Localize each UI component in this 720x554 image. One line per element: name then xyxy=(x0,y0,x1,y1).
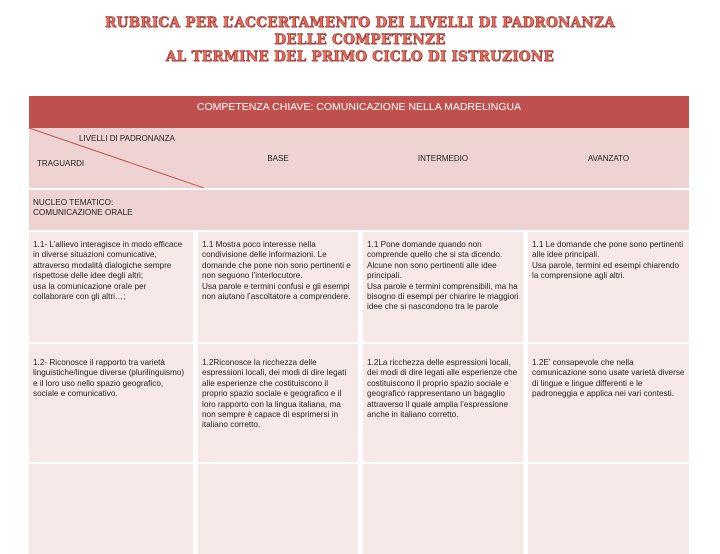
competenza-chiave-banner: COMPETENZA CHIAVE: COMUNICAZIONE NELLA MADRELINGUA xyxy=(29,96,689,128)
title-line-1: RUBRICA PER L’ACCERTAMENTO DEI LIVELLI DI PADRONANZA xyxy=(105,15,615,31)
intermedio-cell: 1.2La ricchezza delle espressioni locali, dei modi di dire legati alle esperienze che costituiscono il proprio spazio sociale e geografico rappresentano un bagaglio attraverso il quale amplia l’espressione anche in italiano corretto. xyxy=(367,358,518,420)
table-row xyxy=(29,232,689,342)
traguardo-cell: 1.2- Riconosce il rapporto tra varietà linguistiche/lingue diverse (plurilinguismo) e il loro uso nello spazio geografico, sociale e comunicativo. xyxy=(33,358,185,399)
title-line-2: DELLE COMPETENZE xyxy=(274,32,446,48)
header-intermedio: INTERMEDIO xyxy=(417,154,469,163)
base-cell: 1.1 Mostra poco interesse nella condivisione delle informazioni. Le domande che pone non sono pertinenti e non seguono l’interlocutore. Usa parole e termini confusi e gli esempi non aiutano l’ascoltatore a comprendere. xyxy=(202,240,351,302)
header-base: BASE xyxy=(267,154,289,163)
avanzato-cell: 1.1 Le domande che pone sono pertinenti alle idee principali. Usa parole, termini ed esempi chiarendo la comprensione agli altri. xyxy=(532,240,684,281)
nucleo-row xyxy=(29,190,689,230)
base-cell: 1.2Riconosce la ricchezza delle espressioni locali, dei modi di dire legati alle esperienze che costituiscono il proprio spazio sociale e geografico e il loro rapporto con la lingua italiana, ma non sempre è capace di esprimersi in italiano corretto. xyxy=(202,358,347,430)
avanzato-cell: 1.2E’ consapevole che nella comunicazione sono usate varietà diverse di lingue e lingue differenti e le padroneggia e applica nei vari contesti. xyxy=(532,358,685,399)
header-avanzato: AVANZATO xyxy=(587,154,630,163)
nucleo-tematico: NUCLEO TEMATICO: COMUNICAZIONE ORALE xyxy=(33,198,133,218)
title-line-3: AL TERMINE DEL PRIMO CICLO DI ISTRUZIONE xyxy=(165,49,555,65)
header-traguardi: TRAGUARDI xyxy=(37,159,85,168)
traguardo-cell: 1.1- L’allievo interagisce in modo efficace in diverse situazioni comunicative, attraverso modalità dialogiche sempre rispettose delle idee degli altri; usa la comunicazione orale per collaborare con gli altri…; xyxy=(33,240,183,302)
table-row-empty xyxy=(29,464,689,554)
table-row xyxy=(29,344,689,462)
header-row xyxy=(29,128,689,188)
header-livelli: LIVELLI DI PADRONANZA xyxy=(79,134,175,143)
intermedio-cell: 1.1 Pone domande quando non comprende quello che si sta dicendo. Alcune non sono pertinenti alle idee principali. Usa parole e termini comprensibili, ma ha bisogno di esempi per chiarire le maggiori idee che si nascondono tra le parole xyxy=(367,240,519,312)
